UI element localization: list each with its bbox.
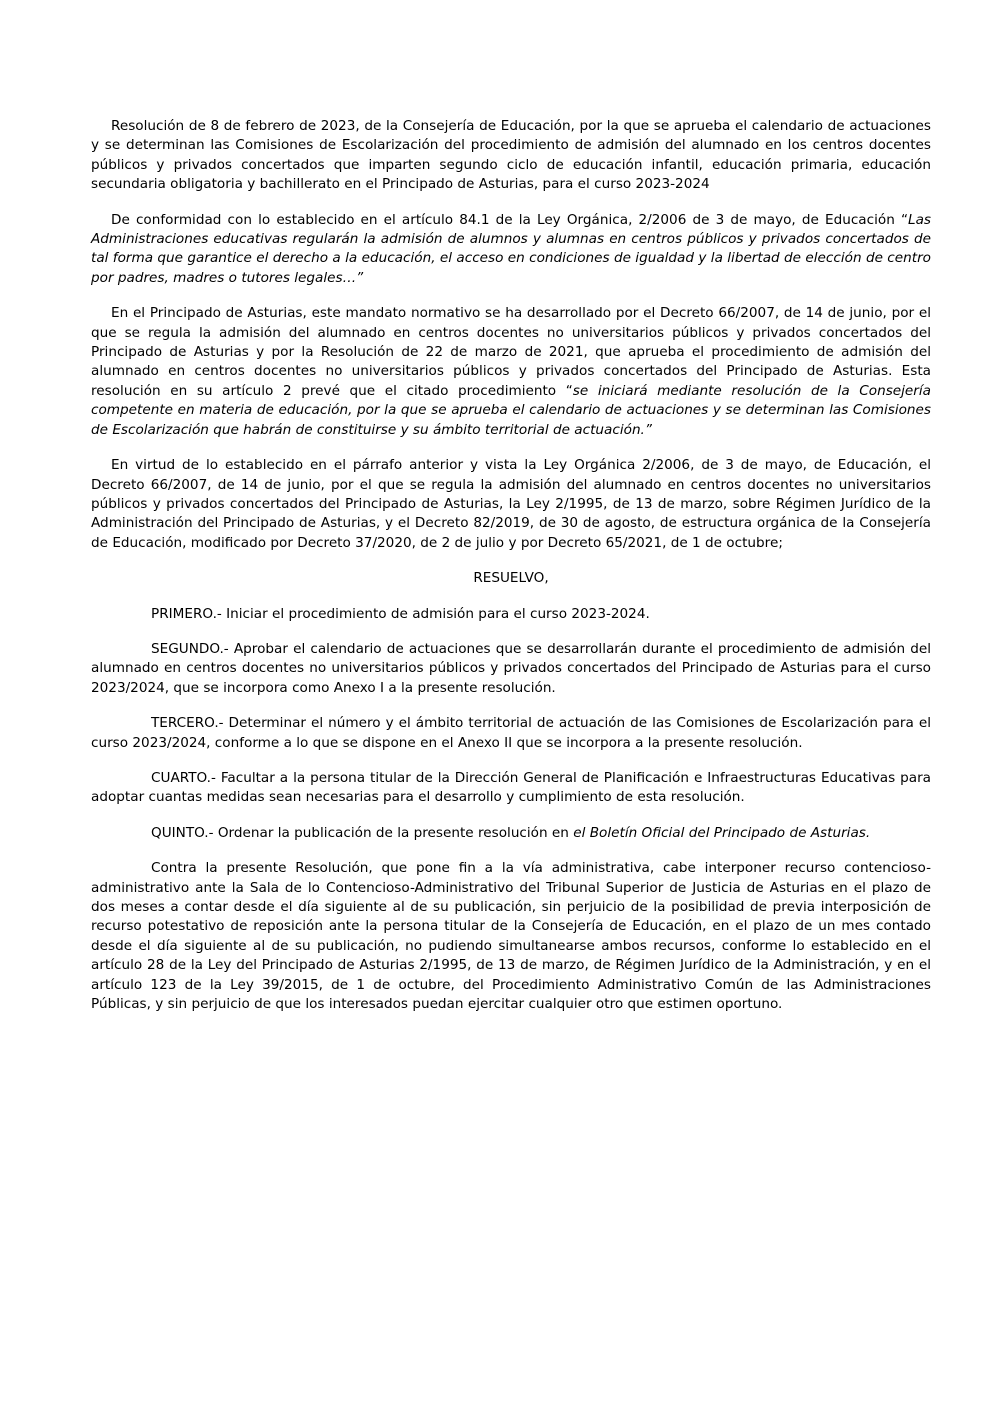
paragraph-segundo bbox=[91, 640, 931, 698]
paragraph-principado bbox=[91, 304, 931, 440]
paragraph-conformidad bbox=[91, 211, 931, 289]
paragraph-text: En virtud de lo establecido en el párrafo anterior y vista la Ley Orgánica 2/2006, de 3 de mayo, de Educación, el Decreto 66/2007, de 14 de junio, por el que se regula la admisión del alumnado en centros docentes no universitarios públicos y privados concertados del Principado de Asturias, la Ley 2/1995, de 13 de marzo, sobre Régimen Jurídico de la Administración del Principado de Asturias, y el Decreto 82/2019, de 30 de agosto, de estructura orgánica de la Consejería de Educación, modificado por Decreto 37/2020, de 2 de julio y por Decreto 65/2021, de 1 de octubre; bbox=[91, 457, 931, 551]
paragraph-text: QUINTO.- Ordenar la publicación de la presente resolución en bbox=[151, 824, 574, 841]
quoted-law-text: Las Administraciones educativas regularán la admisión de alumnos y alumnas en centros públicos y privados concertados de tal forma que garantice el derecho a la educación, el acceso en condiciones de igualdad y la libertad de elección de centro por padres, madres o tutores legales…” bbox=[91, 211, 931, 286]
paragraph-contra bbox=[91, 859, 931, 1014]
paragraph-quinto bbox=[91, 824, 931, 843]
resuelvo-heading bbox=[91, 569, 931, 588]
boletin-oficial-reference: el Boletín Oficial del Principado de Asturias. bbox=[573, 824, 871, 841]
heading-text: RESUELVO, bbox=[473, 570, 549, 587]
paragraph-title bbox=[91, 117, 931, 195]
paragraph-tercero bbox=[91, 714, 931, 753]
paragraph-virtud bbox=[91, 456, 931, 553]
quoted-resolution-text: se iniciará mediante resolución de la Consejería competente en materia de educación, por la que se aprueba el calendario de actuaciones y se determinan las Comisiones de Escolarización que habrán de constituirse y su ámbito territorial de actuación.” bbox=[91, 382, 931, 438]
paragraph-text: TERCERO.- Determinar el número y el ámbito territorial de actuación de las Comisiones de Escolarización para el curso 2023/2024, conforme a lo que se dispone en el Anexo II que se incorpora a la presente resolución. bbox=[91, 715, 931, 751]
paragraph-cuarto bbox=[91, 769, 931, 808]
paragraph-text: De conformidad con lo establecido en el artículo 84.1 de la Ley Orgánica, 2/2006 de 3 de mayo, de Educación “ bbox=[111, 211, 908, 228]
paragraph-text: SEGUNDO.- Aprobar el calendario de actuaciones que se desarrollarán durante el procedimiento de admisión del alumnado en centros docentes no universitarios públicos y privados concertados del Principado de Asturias para el curso 2023/2024, que se incorpora como Anexo I a la presente resolución. bbox=[91, 640, 931, 696]
paragraph-text: Resolución de 8 de febrero de 2023, de la Consejería de Educación, por la que se aprueba el calendario de actuaciones y se determinan las Comisiones de Escolarización del procedimiento de admisión del alumnado en los centros docentes públicos y privados concertados que imparten segundo ciclo de educación infantil, educación primaria, educación secundaria obligatoria y bachillerato en el Principado de Asturias, para el curso 2023-2024 bbox=[91, 118, 931, 193]
paragraph-primero bbox=[91, 605, 931, 624]
paragraph-text: En el Principado de Asturias, este mandato normativo se ha desarrollado por el Decreto 66/2007, de 14 de junio, por el que se regula la admisión del alumnado en centros docentes no universitarios públicos y privados concertados del Principado de Asturias y por la Resolución de 22 de marzo de 2021, que aprueba el procedimiento de admisión del alumnado en centros docentes no universitarios públicos y privados concertados del Principado de Asturias. Esta resolución en su artículo 2 prevé que el citado procedimiento “ bbox=[91, 305, 931, 399]
paragraph-text: CUARTO.- Facultar a la persona titular de la Dirección General de Planificación e Infraestructuras Educativas para adoptar cuantas medidas sean necesarias para el desarrollo y cumplimiento de esta resolución. bbox=[91, 769, 931, 806]
paragraph-text: Contra la presente Resolución, que pone fin a la vía administrativa, cabe interponer recurso contencioso-administrativo ante la Sala de lo Contencioso-Administrativo del Tribunal Superior de Justicia de Asturias en el plazo de dos meses a contar desde el día siguiente al de su publicación, sin perjuicio de la posibilidad de previa interposición de recurso potestativo de reposición ante la persona titular de la Consejería de Educación, en el plazo de un mes contado desde el día siguiente al de su publicación, no pudiendo simultanearse ambos recursos, conforme lo establecido en el artículo 28 de la Ley del Principado de Asturias 2/1995, de 13 de marzo, de Régimen Jurídico de la Administración, y en el artículo 123 de la Ley 39/2015, de 1 de octubre, del Procedimiento Administrativo Común de las Administraciones Públicas, y sin perjuicio de que los interesados puedan ejercitar cualquier otro que estimen oportuno. bbox=[91, 860, 931, 1013]
paragraph-text: PRIMERO.- Iniciar el procedimiento de admisión para el curso 2023-2024. bbox=[151, 605, 650, 622]
